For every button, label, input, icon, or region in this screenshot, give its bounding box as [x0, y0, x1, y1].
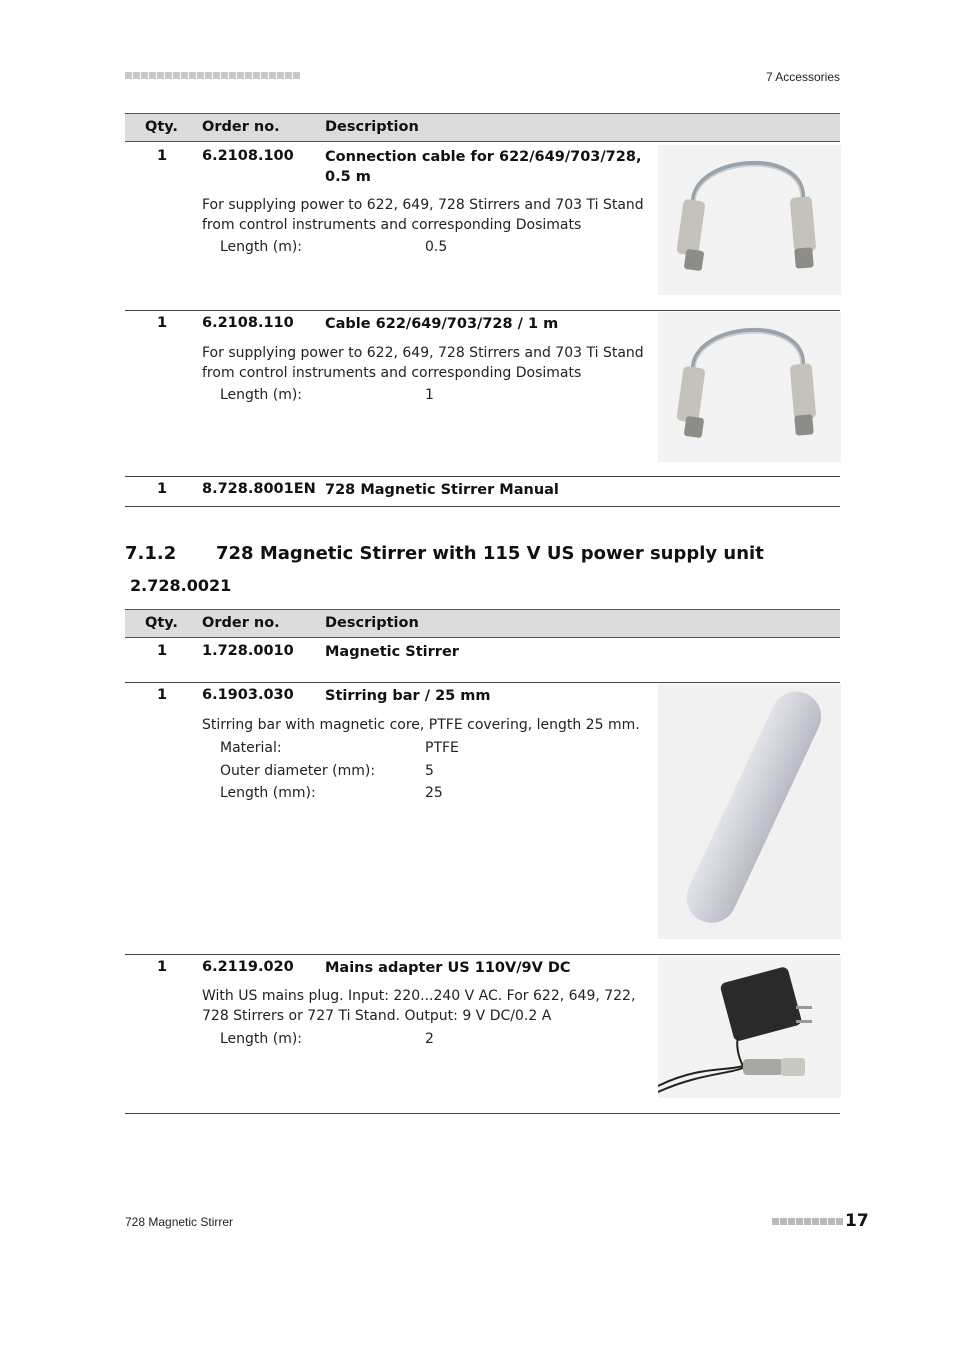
cable-image — [658, 145, 841, 295]
row-qty: 1 — [157, 481, 168, 497]
row-divider — [125, 476, 840, 477]
row-title: 728 Magnetic Stirrer Manual — [325, 482, 559, 498]
col-description: Description — [325, 119, 419, 135]
row-order-no: 1.728.0010 — [202, 643, 294, 659]
cable-image — [658, 312, 841, 462]
prop-value: 0.5 — [425, 239, 448, 255]
row-order-no: 6.2119.020 — [202, 959, 294, 975]
row-qty: 1 — [157, 643, 168, 659]
section-title: 728 Magnetic Stirrer with 115 V US power supply unit — [216, 543, 764, 564]
row-divider — [125, 310, 840, 311]
prop-value: PTFE — [425, 740, 459, 756]
stirring-bar-image — [658, 684, 841, 939]
row-order-no: 6.2108.100 — [202, 148, 294, 164]
table-header — [125, 609, 840, 638]
prop-value: 2 — [425, 1031, 434, 1047]
prop-label: Length (m): — [220, 1031, 303, 1047]
col-qty: Qty. — [145, 615, 178, 631]
col-description: Description — [325, 615, 419, 631]
prop-label: Outer diameter (mm): — [220, 763, 376, 779]
row-title: Cable 622/649/703/728 / 1 m — [325, 316, 559, 332]
row-title: Mains adapter US 110V/9V DC — [325, 960, 571, 976]
col-qty: Qty. — [145, 119, 178, 135]
prop-label: Length (m): — [220, 239, 303, 255]
row-title: Stirring bar / 25 mm — [325, 688, 491, 704]
page-number: 17 — [845, 1211, 869, 1231]
prop-value: 5 — [425, 763, 434, 779]
prop-label: Length (mm): — [220, 785, 316, 801]
row-divider — [125, 954, 840, 955]
row-divider — [125, 682, 840, 683]
table-bottom-rule — [125, 506, 840, 507]
row-order-no: 6.2108.110 — [202, 315, 294, 331]
row-qty: 1 — [157, 315, 168, 331]
row-description: Stirring bar with magnetic core, PTFE covering, length 25 mm. — [202, 717, 640, 733]
row-qty: 1 — [157, 148, 168, 164]
footer-title: 728 Magnetic Stirrer — [125, 1215, 234, 1229]
row-description: For supplying power to 622, 649, 728 Stirrers and 703 Ti Stand from control instruments and corresponding Dosimats — [202, 345, 644, 381]
row-description: For supplying power to 622, 649, 728 Stirrers and 703 Ti Stand from control instruments and corresponding Dosimats — [202, 197, 644, 233]
table-bottom-rule — [125, 1113, 840, 1114]
section-number: 7.1.2 — [125, 543, 177, 564]
row-qty: 1 — [157, 959, 168, 975]
row-title: Magnetic Stirrer — [325, 644, 459, 660]
col-order-no: Order no. — [202, 615, 280, 631]
row-order-no: 8.728.8001EN — [202, 481, 316, 497]
prop-value: 1 — [425, 387, 434, 403]
row-title: Connection cable for 622/649/703/728, 0.5 m — [325, 149, 642, 185]
row-order-no: 6.1903.030 — [202, 687, 294, 703]
row-description: With US mains plug. Input: 220...240 V AC. For 622, 649, 722, 728 Stirrers or 727 Ti Stand. Output: 9 V DC/0.2 A — [202, 988, 636, 1024]
running-header: 7 Accessories — [765, 70, 840, 84]
col-order-no: Order no. — [202, 119, 280, 135]
section-subtitle: 2.728.0021 — [130, 576, 232, 595]
row-qty: 1 — [157, 687, 168, 703]
header-decoration — [125, 72, 300, 79]
prop-label: Length (m): — [220, 387, 303, 403]
prop-label: Material: — [220, 740, 282, 756]
table-header — [125, 113, 840, 142]
footer-decoration — [772, 1218, 843, 1225]
prop-value: 25 — [425, 785, 443, 801]
mains-adapter-image — [658, 956, 841, 1098]
